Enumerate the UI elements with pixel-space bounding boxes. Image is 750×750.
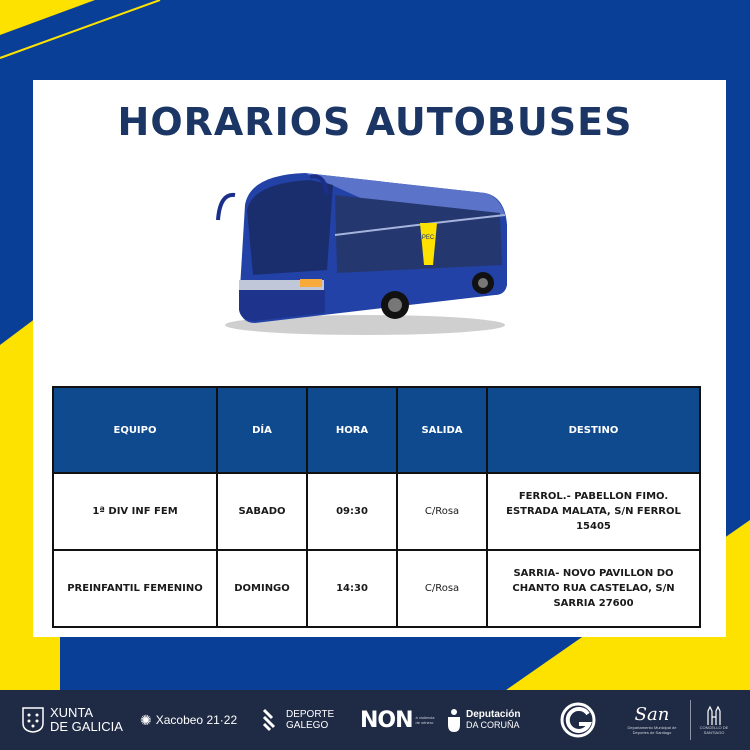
non-subtext: á violencia de xénero — [415, 715, 435, 725]
table-row — [53, 550, 700, 627]
g-emblem-icon — [560, 702, 596, 738]
non-text: NON — [360, 707, 413, 733]
page-title: HORARIOS AUTOBUSES — [117, 100, 633, 144]
cell-salida: C/Rosa — [397, 550, 487, 627]
cell-destino: FERROL.- PABELLON FIMO. ESTRADA MALATA, S/N FERROL 15405 — [487, 473, 700, 550]
xacobeo-shell-icon: ✺ — [140, 711, 152, 728]
concello-text: CONCELLO DE SANTIAGO — [699, 725, 729, 735]
xacobeo-logo — [140, 690, 237, 750]
cell-hora: 09:30 — [307, 473, 397, 550]
footer-divider — [690, 700, 691, 740]
header-salida: SALIDA — [397, 387, 487, 473]
cell-equipo: PREINFANTIL FEMENINO — [53, 550, 217, 627]
xunta-logo — [22, 690, 123, 750]
xunta-shield-icon — [22, 707, 44, 733]
san-logo — [622, 690, 682, 750]
xacobeo-text: Xacobeo 21·22 — [155, 713, 238, 727]
bus-logo-text: PEC — [421, 235, 435, 241]
header-equipo: EQUIPO — [53, 387, 217, 473]
cell-dia: DOMINGO — [217, 550, 307, 627]
san-text: San — [634, 704, 670, 725]
deporte-stripes-icon — [262, 708, 282, 732]
cell-hora: 14:30 — [307, 550, 397, 627]
cell-dia: SABADO — [217, 473, 307, 550]
concello-logo — [697, 690, 731, 750]
non-logo — [360, 690, 440, 750]
cathedral-icon — [705, 705, 723, 725]
san-subtext: Departamento Municipal de Deportes de Santiago — [627, 725, 677, 735]
sponsor-footer — [0, 690, 750, 750]
cell-equipo: 1ª DIV INF FEM — [53, 473, 217, 550]
header-hora: HORA — [307, 387, 397, 473]
deputacion-crest-icon — [447, 707, 461, 733]
schedule-table — [52, 386, 701, 628]
galicia-g-logo — [560, 690, 596, 750]
table-row — [53, 473, 700, 550]
header-dia: DÍA — [217, 387, 307, 473]
header-destino: DESTINO — [487, 387, 700, 473]
deporte-line1: DEPORTE — [286, 709, 335, 720]
table-header-row — [53, 387, 700, 473]
deporte-galego-logo — [262, 690, 334, 750]
bus-image — [215, 165, 515, 340]
deputacion-logo — [447, 690, 520, 750]
deputacion-line2: DA CORUÑA — [466, 720, 520, 730]
cell-destino: SARRIA- NOVO PAVILLON DO CHANTO RUA CASTELAO, S/N SARRIA 27600 — [487, 550, 700, 627]
cell-salida: C/Rosa — [397, 473, 487, 550]
xunta-line1: XUNTA — [50, 705, 94, 720]
deputacion-line1: Deputación — [466, 709, 521, 720]
deporte-line2: GALEGO — [286, 720, 329, 731]
xunta-line2: DE GALICIA — [50, 719, 123, 734]
